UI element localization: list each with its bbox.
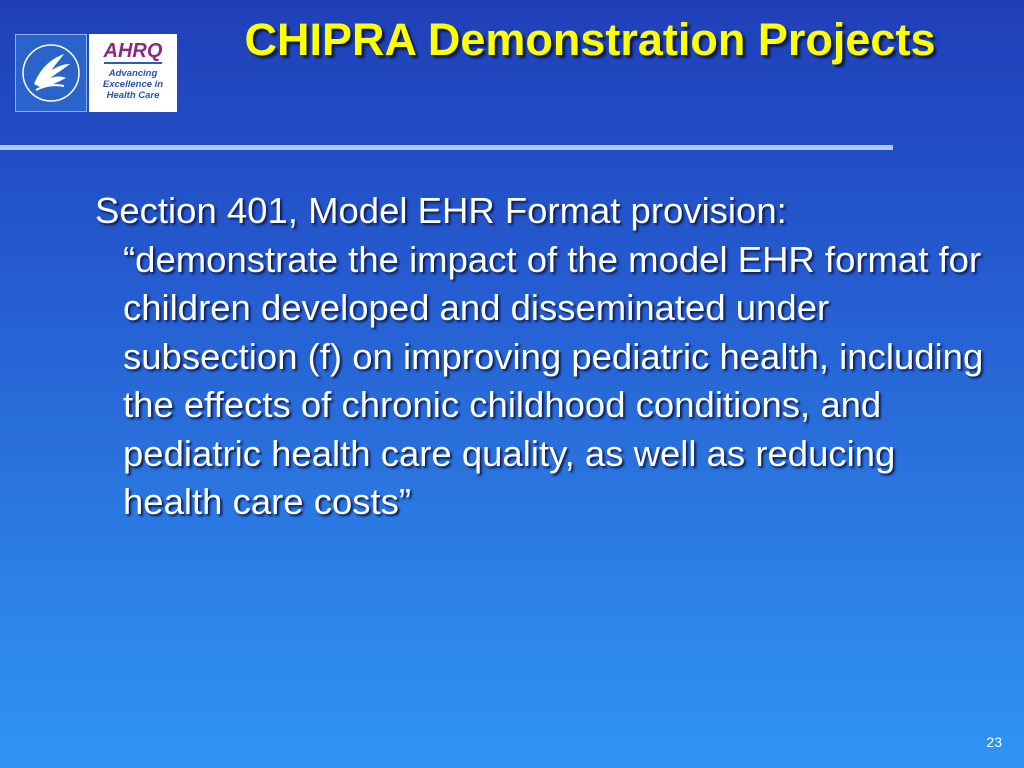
slide-title: CHIPRA Demonstration Projects xyxy=(244,14,936,65)
logo-block xyxy=(15,34,177,112)
hhs-seal-icon xyxy=(15,34,87,112)
ahrq-wordmark: AHRQ xyxy=(103,40,163,62)
title-divider xyxy=(0,145,893,150)
ahrq-logo xyxy=(89,34,177,112)
page-number: 23 xyxy=(986,734,1002,750)
ahrq-tagline: Advancing Excellence in Health Care xyxy=(102,68,164,101)
slide-body-text: Section 401, Model EHR Format provision: “demonstrate the impact of the model EHR format for children developed and disseminated under subsection (f) on improving pediatric health, including the effects of chronic childhood conditions, and pediatric health care quality, as well as reducing health care costs” xyxy=(95,190,984,522)
